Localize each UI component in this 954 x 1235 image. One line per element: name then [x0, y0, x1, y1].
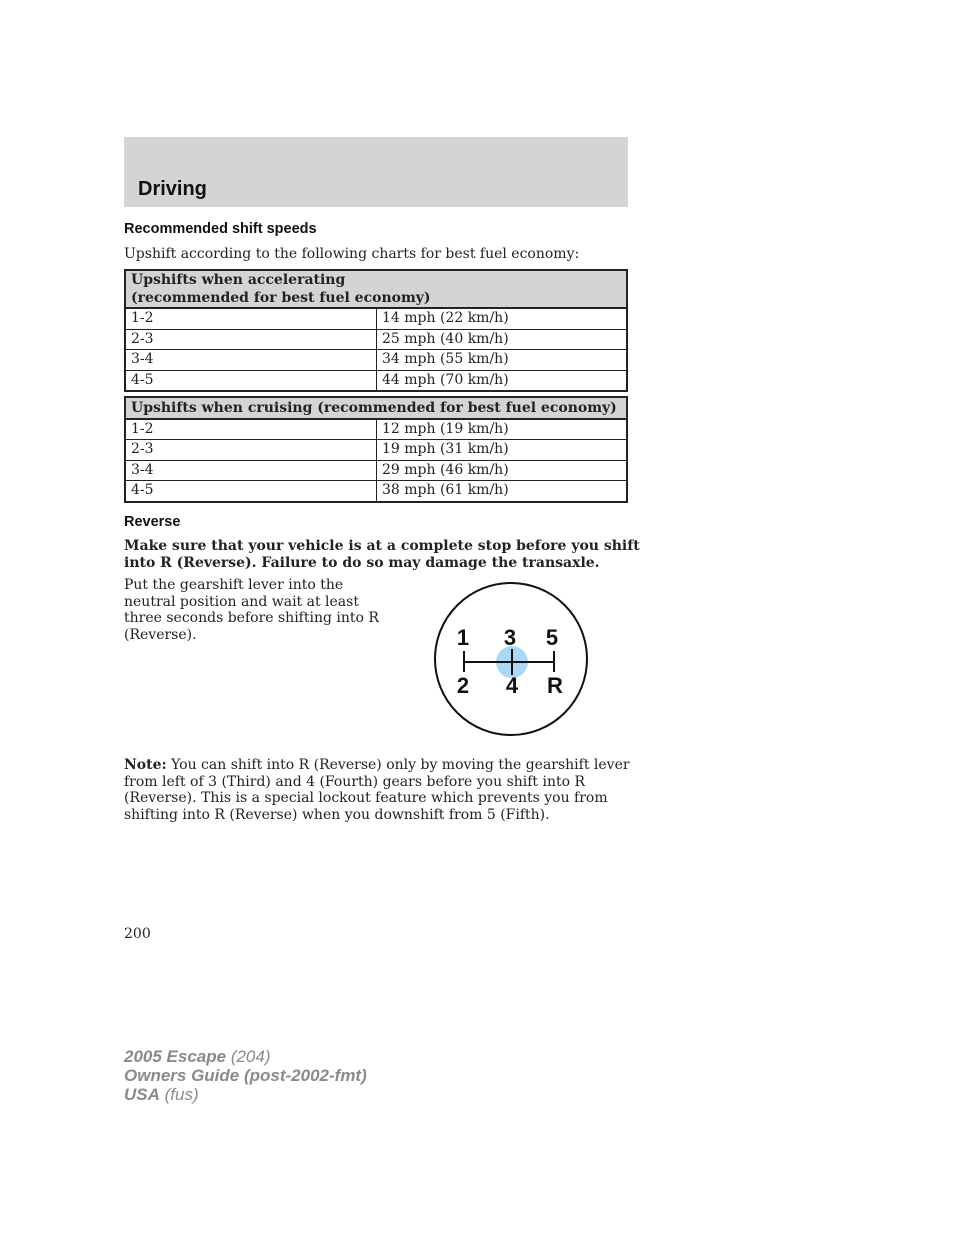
gear-cell: 3-4	[125, 460, 377, 481]
footer-line-region	[124, 1085, 367, 1104]
gear-cell: 4-5	[125, 370, 377, 391]
gear-label-1: 1	[456, 625, 470, 650]
note-label: Note:	[124, 757, 167, 773]
speed-cell: 44 mph (70 km/h)	[377, 370, 628, 391]
shift-speeds-intro: Upshift according to the following charts for best fuel economy:	[124, 246, 580, 262]
speed-cell: 19 mph (31 km/h)	[377, 440, 628, 461]
table-row	[125, 370, 627, 391]
footer-model-code: (204)	[226, 1047, 271, 1066]
shift-speeds-heading: Recommended shift speeds	[124, 221, 317, 237]
warning-line: into R (Reverse). Failure to do so may damage the transaxle.	[124, 554, 600, 571]
footer-guide: Owners Guide (post-2002-fmt)	[124, 1066, 367, 1085]
gear-cell: 1-2	[125, 419, 377, 440]
speed-cell: 38 mph (61 km/h)	[377, 481, 628, 502]
gear-label-r: R	[547, 673, 563, 698]
gear-cell: 2-3	[125, 440, 377, 461]
accelerating-title-line1: Upshifts when accelerating	[131, 272, 346, 288]
table-row	[125, 440, 627, 461]
table-row	[125, 481, 627, 502]
reverse-warning	[124, 538, 644, 571]
gear-label-3: 3	[503, 625, 517, 650]
note-line	[124, 757, 644, 774]
footer-model: 2005 Escape	[124, 1047, 227, 1066]
section-title: Driving	[138, 178, 207, 200]
speed-cell: 14 mph (22 km/h)	[377, 308, 628, 329]
accelerating-title-line2: (recommended for best fuel economy)	[131, 290, 431, 306]
section-header-band	[124, 137, 628, 207]
table-row	[125, 329, 627, 350]
footer-region-code: (fus)	[159, 1085, 199, 1104]
speed-cell: 25 mph (40 km/h)	[377, 329, 628, 350]
gearshift-pattern-diagram	[432, 580, 590, 738]
gear-cell: 1-2	[125, 308, 377, 329]
page-number: 200	[124, 926, 151, 942]
table-row	[125, 350, 627, 371]
table-row	[125, 460, 627, 481]
footer-region: USA	[124, 1085, 160, 1104]
warning-line: Make sure that your vehicle is at a complete stop before you shift	[124, 538, 640, 554]
gear-label-2: 2	[456, 673, 470, 698]
speed-cell: 34 mph (55 km/h)	[377, 350, 628, 371]
table-row	[125, 308, 627, 329]
instruction-line: (Reverse).	[124, 626, 197, 643]
gear-label-5: 5	[545, 625, 559, 650]
cruising-title: Upshifts when cruising (recommended for best fuel economy)	[125, 397, 627, 419]
gear-cell: 3-4	[125, 350, 377, 371]
instruction-line: neutral position and wait at least	[124, 593, 359, 610]
reverse-note	[124, 757, 644, 823]
accelerating-table-header	[125, 270, 627, 308]
instruction-line: Put the gearshift lever into the	[124, 577, 344, 593]
note-line: shifting into R (Reverse) when you downshift from 5 (Fifth).	[124, 806, 550, 823]
gear-cell: 2-3	[125, 329, 377, 350]
accelerating-table	[124, 269, 628, 392]
note-text: You can shift into R (Reverse) only by moving the gearshift lever	[166, 757, 630, 773]
cruising-table-header	[125, 397, 627, 419]
instruction-line: three seconds before shifting into R	[124, 610, 379, 626]
reverse-heading: Reverse	[124, 514, 181, 530]
note-line: from left of 3 (Third) and 4 (Fourth) gears before you shift into R	[124, 773, 586, 790]
speed-cell: 29 mph (46 km/h)	[377, 460, 628, 481]
footer-line-model	[124, 1047, 367, 1066]
table-row	[125, 419, 627, 440]
gear-cell: 4-5	[125, 481, 377, 502]
cruising-table	[124, 396, 628, 503]
gear-label-4: 4	[505, 673, 519, 698]
reverse-instruction	[124, 577, 394, 643]
document-footer	[124, 1047, 367, 1104]
speed-cell: 12 mph (19 km/h)	[377, 419, 628, 440]
note-line: (Reverse). This is a special lockout feature which prevents you from	[124, 790, 608, 806]
